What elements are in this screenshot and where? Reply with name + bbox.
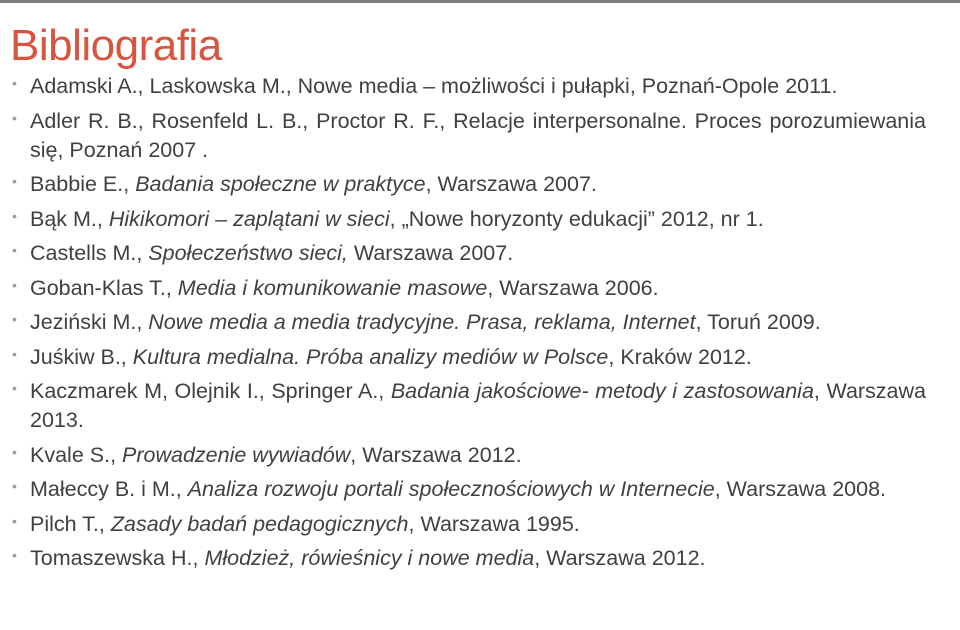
reference-item — [12, 343, 926, 372]
ref-title-part: Społeczeństwo sieci, — [148, 241, 348, 265]
ref-text-part: , Warszawa 2013. — [30, 379, 927, 432]
ref-title-part: Media i komunikowanie masowe — [177, 275, 488, 300]
bullet-icon: • — [12, 75, 17, 91]
ref-title-part: Zasady badań pedagogicznych — [110, 511, 409, 536]
ref-text-part: , „Nowe horyzonty edukacji” 2012, nr 1. — [389, 206, 764, 231]
ref-text-part: Bąk M., — [30, 206, 109, 231]
reference-item — [12, 441, 926, 470]
ref-text-part: Kaczmarek M, Olejnik I., Springer A., — [30, 379, 391, 403]
ref-text-part: Adamski A., Laskowska M., Nowe media – możliwości i pułapki, Poznań-Opole 2011. — [30, 74, 838, 98]
bullet-icon: • — [12, 547, 17, 563]
bullet-icon: • — [12, 345, 17, 362]
ref-text-part: , Warszawa 1995. — [408, 511, 580, 536]
ref-text-part: Małeccy B. i M., — [30, 477, 188, 501]
reference-item — [12, 308, 926, 337]
ref-text-part: , Warszawa 2006. — [487, 275, 659, 300]
reference-item — [12, 170, 926, 199]
ref-text-part: , Toruń 2009. — [695, 310, 821, 334]
ref-text-part: , Kraków 2012. — [608, 344, 752, 369]
bullet-icon: • — [12, 173, 17, 189]
bibliography-list — [12, 72, 926, 579]
ref-text-part: , Warszawa 2007. — [425, 172, 597, 196]
slide-title: Bibliografia — [10, 21, 222, 70]
reference-item — [12, 205, 926, 234]
bullet-icon: • — [12, 311, 17, 327]
ref-text-part: , Warszawa 2012. — [350, 442, 522, 467]
bullet-icon: • — [12, 443, 17, 460]
bullet-icon: • — [12, 207, 17, 224]
ref-text-part: , Warszawa 2008. — [714, 477, 886, 501]
bullet-icon: • — [12, 478, 17, 494]
ref-text-part: Pilch T., — [30, 511, 111, 536]
reference-item — [12, 510, 926, 539]
ref-title-part: Badania jakościowe- metody i zastosowania — [390, 379, 814, 403]
reference-item — [12, 544, 926, 573]
bullet-icon: • — [12, 109, 17, 126]
reference-item — [12, 475, 926, 504]
reference-item — [12, 107, 926, 165]
ref-text-part: Babbie E., — [30, 172, 136, 196]
bullet-icon: • — [12, 512, 17, 529]
ref-text-part: , Warszawa 2012. — [534, 546, 706, 570]
ref-title-part: Nowe media a media tradycyjne. Prasa, reklama, Internet — [148, 310, 696, 334]
ref-title-part: Młodzież, rówieśnicy i nowe media — [204, 546, 535, 570]
reference-item — [12, 274, 926, 303]
ref-title-part: Prowadzenie wywiadów — [122, 442, 351, 467]
ref-text-part: Adler R. B., Rosenfeld L. B., Proctor R. F., Relacje interpersonalne. Proces porozumiewania się, Poznań 2007 . — [30, 108, 926, 162]
reference-item — [12, 239, 926, 268]
ref-title-part: Analiza rozwoju portali społecznościowych w Internecie — [187, 477, 715, 501]
ref-text-part: Goban-Klas T., — [30, 275, 178, 300]
bullet-icon: • — [12, 380, 17, 396]
ref-text-part: Warszawa 2007. — [347, 241, 514, 265]
ref-title-part: Kultura medialna. Próba analizy mediów w Polsce — [132, 344, 609, 369]
top-rule — [0, 0, 960, 3]
ref-text-part: Kvale S., — [30, 442, 123, 467]
bullet-icon: • — [12, 276, 17, 293]
ref-text-part: Castells M., — [30, 241, 149, 265]
ref-title-part: Badania społeczne w praktyce — [135, 172, 426, 196]
reference-item — [12, 72, 926, 101]
reference-item — [12, 377, 926, 435]
bullet-icon: • — [12, 242, 17, 258]
ref-text-part: Juśkiw B., — [30, 344, 133, 369]
ref-text-part: Jeziński M., — [30, 310, 149, 334]
ref-text-part: Tomaszewska H., — [30, 546, 205, 570]
ref-title-part: Hikikomori – zaplątani w sieci — [108, 206, 390, 231]
